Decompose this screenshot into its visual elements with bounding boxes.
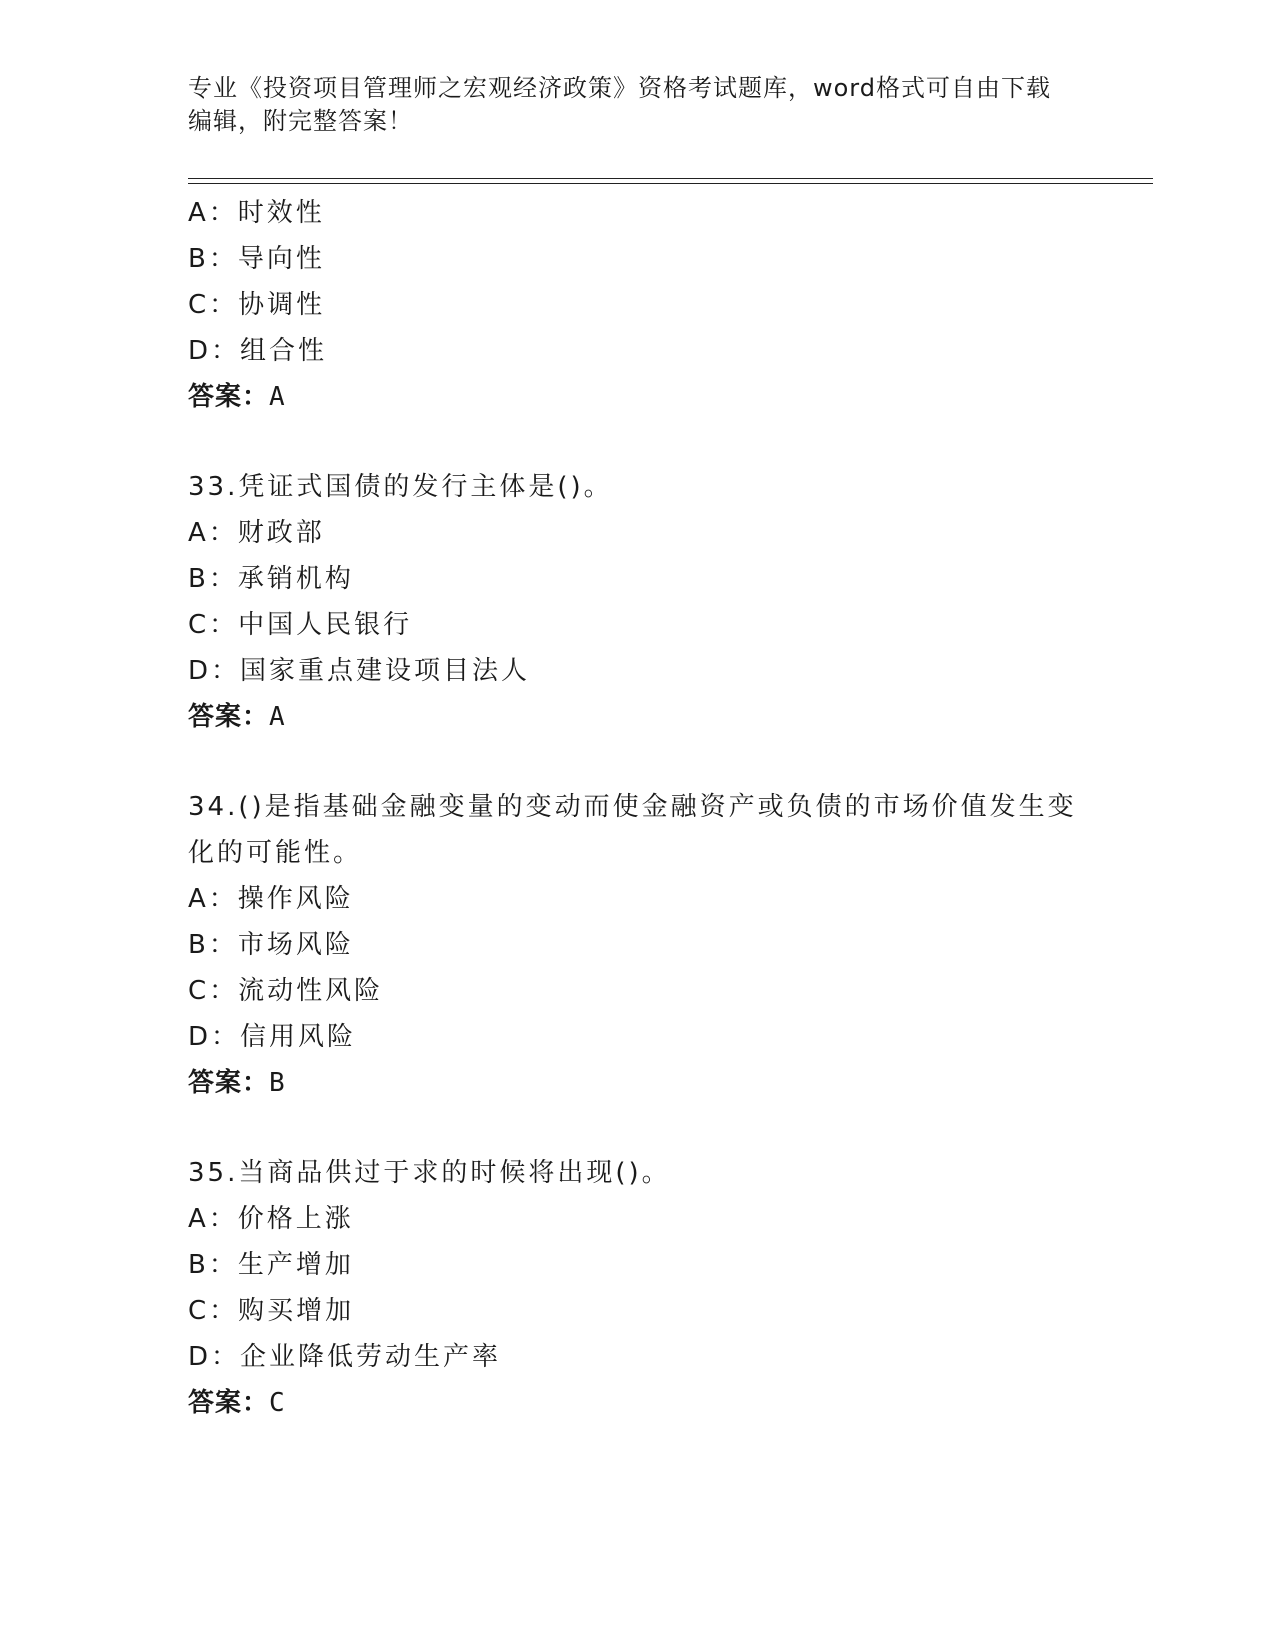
option-b: B：生产增加 (188, 1250, 354, 1280)
option-d: D：企业降低劳动生产率 (188, 1342, 502, 1372)
answer-value: A (269, 702, 286, 732)
header-rule-top (188, 178, 1153, 179)
option-a: A：财政部 (188, 518, 325, 548)
option-c: C：中国人民银行 (188, 610, 413, 640)
answer-label: 答案： (188, 1068, 270, 1098)
option-a: A：价格上涨 (188, 1204, 354, 1234)
option-a: A：操作风险 (188, 884, 354, 914)
answer-label: 答案： (188, 382, 270, 412)
option-d: D：组合性 (188, 336, 328, 366)
answer-value: B (269, 1068, 286, 1098)
option-d: D：信用风险 (188, 1022, 357, 1052)
answer-line (188, 694, 1088, 740)
answer-value: A (269, 382, 286, 412)
option-c: C：流动性风险 (188, 976, 384, 1006)
answer-line (188, 1060, 1088, 1106)
answer-line (188, 374, 1088, 420)
option-a: A：时效性 (188, 198, 325, 228)
document-header: 专业《投资项目管理师之宏观经济政策》资格考试题库，word格式可自由下载编辑，附完整答案！ (188, 74, 1051, 135)
answer-label: 答案： (188, 702, 270, 732)
option-c: C：购买增加 (188, 1296, 355, 1326)
option-b: B：导向性 (188, 244, 325, 274)
question-list (188, 190, 1088, 1426)
option-d: D：国家重点建设项目法人 (188, 656, 531, 686)
question-text: 35.当商品供过于求的时候将出现()。 (188, 1158, 671, 1188)
answer-line (188, 1380, 1088, 1426)
question-block (188, 784, 1088, 1106)
header-rule-bottom (188, 183, 1153, 184)
option-b: B：承销机构 (188, 564, 354, 594)
option-c: C：协调性 (188, 290, 326, 320)
answer-label: 答案： (188, 1388, 270, 1418)
question-block (188, 1150, 1088, 1426)
question-block (188, 190, 1088, 420)
question-text: 34.()是指基础金融变量的变动而使金融资产或负债的市场价值发生变化的可能性。 (188, 792, 1077, 868)
question-text: 33.凭证式国债的发行主体是()。 (188, 472, 613, 502)
question-block (188, 464, 1088, 740)
answer-value: C (269, 1388, 286, 1418)
option-b: B：市场风险 (188, 930, 354, 960)
